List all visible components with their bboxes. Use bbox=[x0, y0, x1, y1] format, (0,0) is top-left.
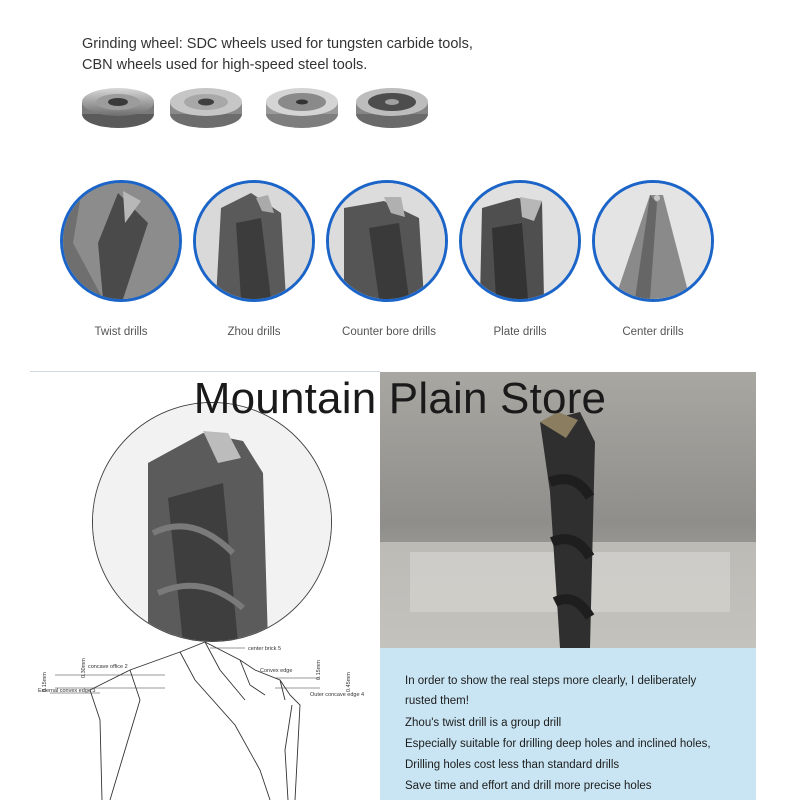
label-outer-concave-edge: Outer concave edge 4 bbox=[310, 692, 365, 698]
intro-text bbox=[82, 34, 473, 76]
twist-drill-image bbox=[60, 180, 182, 302]
divider bbox=[30, 371, 380, 372]
dim-label: 0.15mm bbox=[316, 660, 322, 680]
plate-drill-image bbox=[459, 180, 581, 302]
zhou-drill-image bbox=[193, 180, 315, 302]
info-line: Save time and effort and drill more precise holes bbox=[405, 780, 652, 792]
intro-line-2: CBN wheels used for high-speed steel tools. bbox=[82, 57, 368, 73]
grinding-wheel-4-icon bbox=[354, 84, 430, 132]
label-convex-edge: Convex edge bbox=[260, 668, 293, 674]
info-line: Especially suitable for drilling deep holes and inclined holes, bbox=[405, 738, 711, 750]
drill-label-plate: Plate drills bbox=[493, 326, 547, 338]
zhou-drill-closeup-image bbox=[92, 402, 332, 642]
info-line: Zhou's twist drill is a group drill bbox=[405, 717, 562, 729]
drill-label-twist: Twist drills bbox=[94, 326, 148, 338]
info-line: In order to show the real steps more clearly, I deliberately bbox=[405, 675, 697, 687]
dim-label: 0.15mm bbox=[42, 672, 48, 692]
counter-bore-drill-image bbox=[326, 180, 448, 302]
label-external-convex-edge: External convex edge 3 bbox=[38, 688, 96, 694]
drill-edge-diagram bbox=[30, 630, 370, 800]
grinding-wheel-2-icon bbox=[168, 84, 244, 132]
center-drill-image bbox=[592, 180, 714, 302]
drill-label-counter-bore: Counter bore drills bbox=[342, 326, 436, 338]
grinding-wheel-1-icon bbox=[80, 84, 156, 132]
intro-line-1: Grinding wheel: SDC wheels used for tungsten carbide tools, bbox=[82, 36, 473, 52]
label-concave-office: concave office 2 bbox=[88, 664, 128, 670]
info-line: rusted them! bbox=[405, 695, 469, 707]
store-name: Mountain Plain Store bbox=[193, 374, 607, 423]
dim-label: 0.30mm bbox=[81, 658, 87, 678]
info-panel bbox=[380, 648, 756, 800]
label-center-brick: center brick 5 bbox=[248, 646, 282, 652]
drill-label-center: Center drills bbox=[622, 326, 684, 338]
grinding-wheel-3-icon bbox=[264, 84, 340, 132]
info-line: Drilling holes cost less than standard drills bbox=[405, 759, 620, 771]
drill-label-zhou: Zhou drills bbox=[227, 326, 281, 338]
dim-label: 0.45mm bbox=[346, 672, 352, 692]
